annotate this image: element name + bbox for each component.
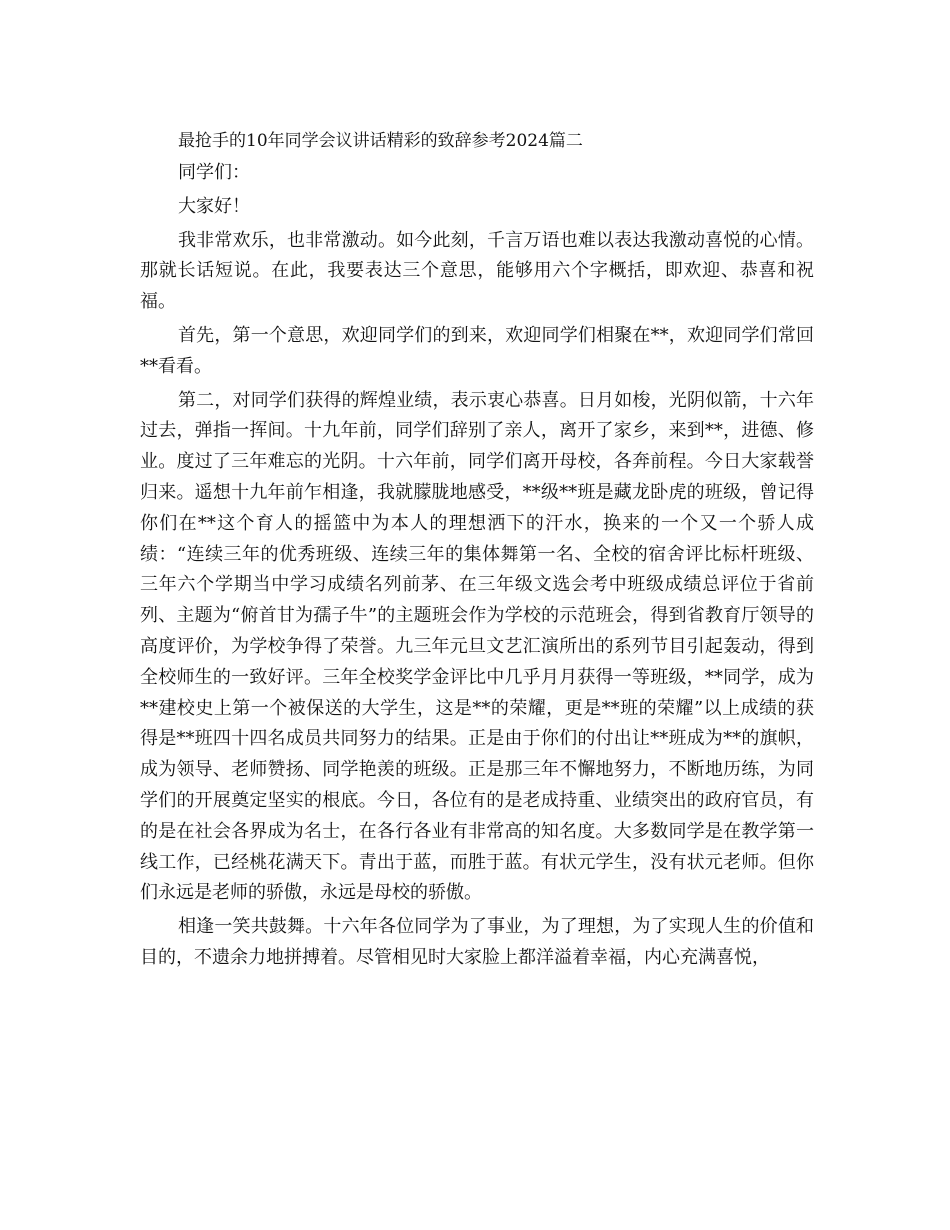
greeting: 大家好！ (178, 195, 250, 217)
salutation: 同学们： (178, 162, 250, 183)
paragraph-joy: 我非常欢乐，也非常激动。如今此刻，千言万语也难以表达我激动喜悦的心情。那就长话短说。在此，我要表达三个意思，能够用六个字概括，即欢迎、恭喜和祝福。 (140, 229, 814, 313)
paragraph-congratulations: 第二，对同学们获得的辉煌业绩，表示衷心恭喜。日月如梭，光阴似箭，十六年过去，弹指一挥间。十九年前，同学们辞别了亲人，离开了家乡，来到**，进德、修业。度过了三年难忘的光阴。十六年前，同学们离开母校，各奔前程。今日大家载誉归来。遥想十九年前乍相逢，我就朦胧地感受，**级**班是藏龙卧虎的班级，曾记得你们在**这个育人的摇篮中为本人的理想洒下的汗水，换来的一个又一个骄人成绩：“连续三年的优秀班级、连续三年的集体舞第一名、全校的宿舍评比标杆班级、三年六个学期当中学习成绩名列前茅、在三年级文选会考中班级成绩总评位于省前列、主题为“俯首甘为孺子牛”的主题班会作为学校的示范班会，得到省教育厅领导的高度评价，为学校争得了荣誉。九三年元旦文艺汇演所出的系列节目引起轰动，得到全校师生的一致好评。三年全校奖学金评比中几乎月月获得一等班级，**同学，成为**建校史上第一个被保送的大学生，这是**的荣耀，更是**班的荣耀”以上成绩的获得是**班四十四名成员共同努力的结果。正是由于你们的付出让**班成为**的旗帜，成为领导、老师赞扬、同学艳羡的班级。正是那三年不懈地努力，不断地历练，为同学们的开展奠定坚实的根底。今日，各位有的是老成持重、业绩突出的政府官员，有的是在社会各界成为名士，在各行各业有非常高的知名度。大多数同学是在教学第一线工作，已经桃花满天下。青出于蓝，而胜于蓝。有状元学生，没有状元老师。但你们永远是老师的骄傲，永远是母校的骄傲。 (140, 389, 814, 904)
paragraph-reunion: 相逢一笑共鼓舞。十六年各位同学为了事业，为了理想，为了实现人生的价值和目的，不遗余力地拼搏着。尽管相见时大家脸上都洋溢着幸福，内心充满喜悦， (140, 916, 814, 968)
document-body (140, 126, 814, 977)
paragraph-welcome: 首先，第一个意思，欢迎同学们的到来，欢迎同学们相聚在**，欢迎同学们常回**看看。 (140, 324, 814, 377)
document-title: 最抢手的10年同学会议讲话精彩的致辞参考2024篇二 (178, 131, 583, 151)
